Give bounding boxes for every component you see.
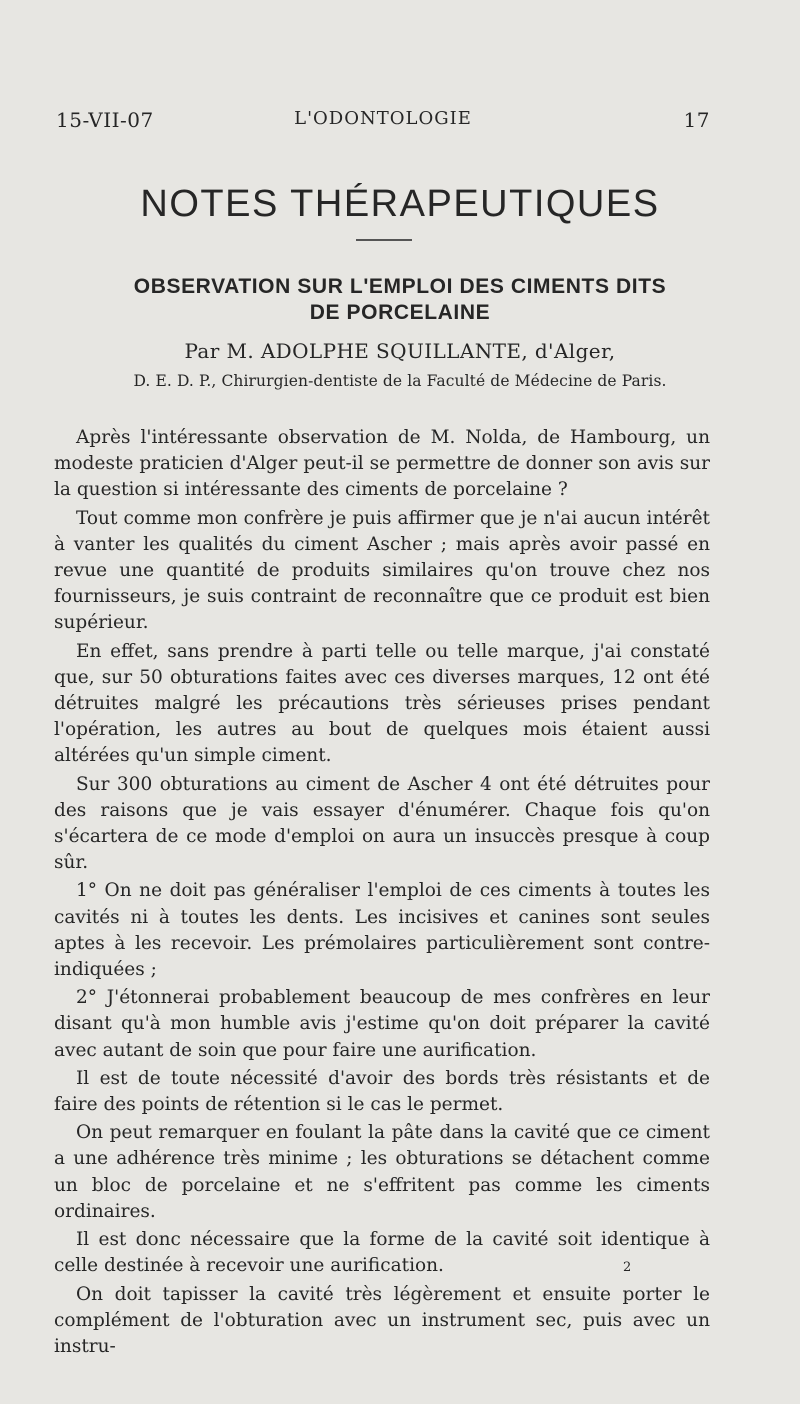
signature-mark: 2: [623, 1260, 632, 1275]
article-title-line-1: OBSERVATION SUR L'EMPLOI DES CIMENTS DITS: [133, 275, 667, 298]
article-byline: Par M. ADOLPHE SQUILLANTE, d'Alger,: [184, 339, 616, 363]
section-title: NOTES THÉRAPEUTIQUES: [140, 183, 660, 225]
article-body: [54, 425, 710, 1362]
article-title-line-2: DE PORCELAINE: [309, 301, 491, 324]
paragraph: On peut remarquer en foulant la pâte dans la cavité que ce ciment a une adhérence très minime ; les obturations se détachent comme un bloc de porcelaine et ne s'effritent pas comme les ciments ordinaires.: [54, 1122, 710, 1222]
paragraph: Après l'intéressante observation de M. Nolda, de Hambourg, un modeste praticien d'Alger peut-il se permettre de donner son avis sur la question si intéressante des ciments de porcelaine ?: [54, 427, 710, 501]
paragraph: On doit tapisser la cavité très légèrement et ensuite porter le complément de l'obturation avec un instrument sec, puis avec un instru-: [54, 1283, 710, 1357]
paragraph: Il est donc nécessaire que la forme de la cavité soit identique à celle destinée à recevoir une aurification.: [54, 1229, 710, 1277]
running-head: [56, 108, 710, 138]
paragraph: 2° J'étonnerai probablement beaucoup de mes confrères en leur disant qu'à mon humble avis j'estime qu'on doit préparer la cavité avec autant de soin que pour faire une aurification.: [54, 987, 710, 1061]
header-page-number: 17: [683, 108, 710, 132]
paragraph: En effet, sans prendre à parti telle ou telle marque, j'ai constaté que, sur 50 obturations faites avec ces diverses marques, 12 ont été détruites malgré les précautions très sérieuses prises pendant l'opération, les autres au bout de quelques mois étaient aussi altérées qu'un simple ciment.: [54, 640, 710, 767]
header-journal-title: L'ODONTOLOGIE: [294, 108, 472, 129]
paragraph: Il est de toute nécessité d'avoir des bords très résistants et de faire des points de rétention si le cas le permet.: [54, 1067, 710, 1116]
paragraph: Sur 300 obturations au ciment de Ascher 4 ont été détruites pour des raisons que je vais essayer d'énumérer. Chaque fois qu'on s'écartera de ce mode d'emploi on aura un insuccès presque à coup sûr.: [54, 773, 710, 874]
paragraph: 1° On ne doit pas généraliser l'emploi de ces ciments à toutes les cavités ni à toutes les dents. Les incisives et canines sont seules aptes à les recevoir. Les prémolaires particulièrement sont contre-indiquées ;: [54, 880, 710, 981]
paragraph: Tout comme mon confrère je puis affirmer que je n'ai aucun intérêt à vanter les qualités du ciment Ascher ; mais après avoir passé en revue une quantité de produits similaires qu'on trouve chez nos fournisseurs, je suis contraint de reconnaître que ce produit est bien supérieur.: [54, 507, 710, 634]
title-divider: [356, 239, 412, 241]
author-credentials: D. E. D. P., Chirurgien-dentiste de la Faculté de Médecine de Paris.: [133, 372, 667, 390]
header-date: 15-VII-07: [56, 108, 154, 132]
article-title: [40, 274, 760, 326]
